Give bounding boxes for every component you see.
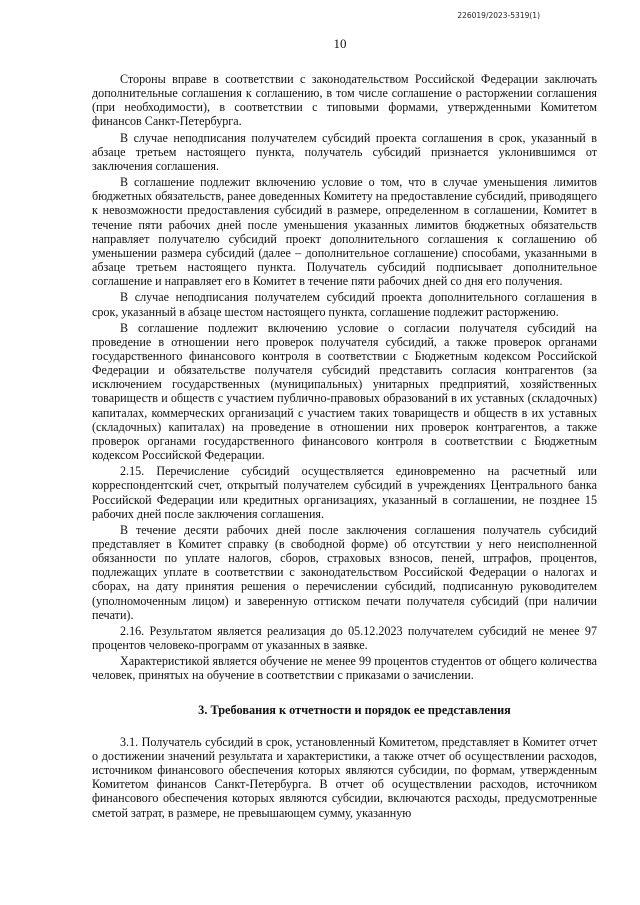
page-number: 10 [333,36,347,51]
document-body [92,72,597,820]
paragraph: 3.1. Получатель субсидий в срок, установленный Комитетом, представляет в Комитет отчет о достижении значений результата и характеристики, а также отчет об осуществлении расходов, источником финансового обеспечения которых являются субсидии, по формам, утвержденным Комитетом финансов Санкт-Петербурга. В отчет об осуществлении расходов, источником финансового обеспечения которых являются субсидии, включаются расходы, предусмотренные сметой затрат, в размере, не превышающем сумму, указанную [92,734,597,820]
section-heading: 3. Требования к отчетности и порядок ее представления [198,702,511,717]
paragraph: 2.16. Результатом является реализация до 05.12.2023 получателем субсидий не менее 97 процентов человеко-программ от указанных в заявке. [92,623,597,653]
paragraph: В течение десяти рабочих дней после заключения соглашения получатель субсидий представляет в Комитет справку (в свободной форме) об отсутствии у него неисполненной обязанности по уплате налогов, сборов, страховых взносов, пеней, штрафов, процентов, подлежащих уплате в соответствии с законодательством Российской Федерации о налогах и сборах, на дату принятия решения о перечислении субсидий, подписанную руководителем (уполномоченным лицом) и заверенную оттиском печати получателя субсидий (при наличии печати). [92,522,597,622]
document-id: 226019/2023-5319(1) [457,11,540,20]
paragraph: В случае неподписания получателем субсидий проекта соглашения в срок, указанный в абзаце третьем настоящего пункта, получатель субсидий признается уклонившимся от заключения соглашения. [92,130,597,173]
paragraph: В соглашение подлежит включению условие о том, что в случае уменьшения лимитов бюджетных обязательств, ранее доведенных Комитету на предоставление субсидий, приводящего к невозможности предоставления субсидий в размере, определенном в соглашении, Комитет в течение пяти рабочих дней после уменьшения указанных лимитов бюджетных обязательств направляет получателю субсидий проект дополнительного соглашения к соглашению об уменьшении размера субсидий (далее – дополнительное соглашение) способами, указанными в абзаце третьем настоящего пункта. Получатель субсидий подписывает дополнительное соглашение и направляет его в Комитет в течение пяти рабочих дней со дня его получения. [92,175,597,289]
paragraph: Характеристикой является обучение не менее 99 процентов студентов от общего количества человек, принятых на обучение в соответствии с приказами о зачислении. [92,654,597,683]
paragraph: 2.15. Перечисление субсидий осуществляется единовременно на расчетный или корреспондентский счет, открытый получателем субсидий в учреждениях Центрального банка Российской Федерации или кредитных организациях, указанный в соглашении, не позднее 15 рабочих дней после заключения соглашения. [92,464,597,521]
paragraph: Стороны вправе в соответствии с законодательством Российской Федерации заключать дополнительные соглашения к соглашению, в том числе соглашение о расторжении соглашения (при необходимости), в соответствии с типовыми формами, утвержденными Комитетом финансов Санкт-Петербурга. [92,72,597,129]
paragraph: В соглашение подлежит включению условие о согласии получателя субсидий на проведение в отношении него проверок получателя субсидий, а также проверок органами государственного финансового контроля в соответствии с Бюджетным кодексом Российской Федерации и обязательстве получателя субсидий представить согласия контрагентов (за исключением государственных (муниципальных) унитарных предприятий, хозяйственных товариществ и обществ с участием публично-правовых образований в их уставных (складочных) капиталах, коммерческих организаций с участием таких товариществ и обществ в их уставных (складочных) капиталах) на проведение в отношении них проверок контрагентов, а также проверок органами государственного финансового контроля в соответствии с Бюджетным кодексом Российской Федерации. [92,320,597,463]
paragraph: В случае неподписания получателем субсидий проекта дополнительного соглашения в срок, указанный в абзаце шестом настоящего пункта, соглашение подлежит расторжению. [92,290,597,319]
